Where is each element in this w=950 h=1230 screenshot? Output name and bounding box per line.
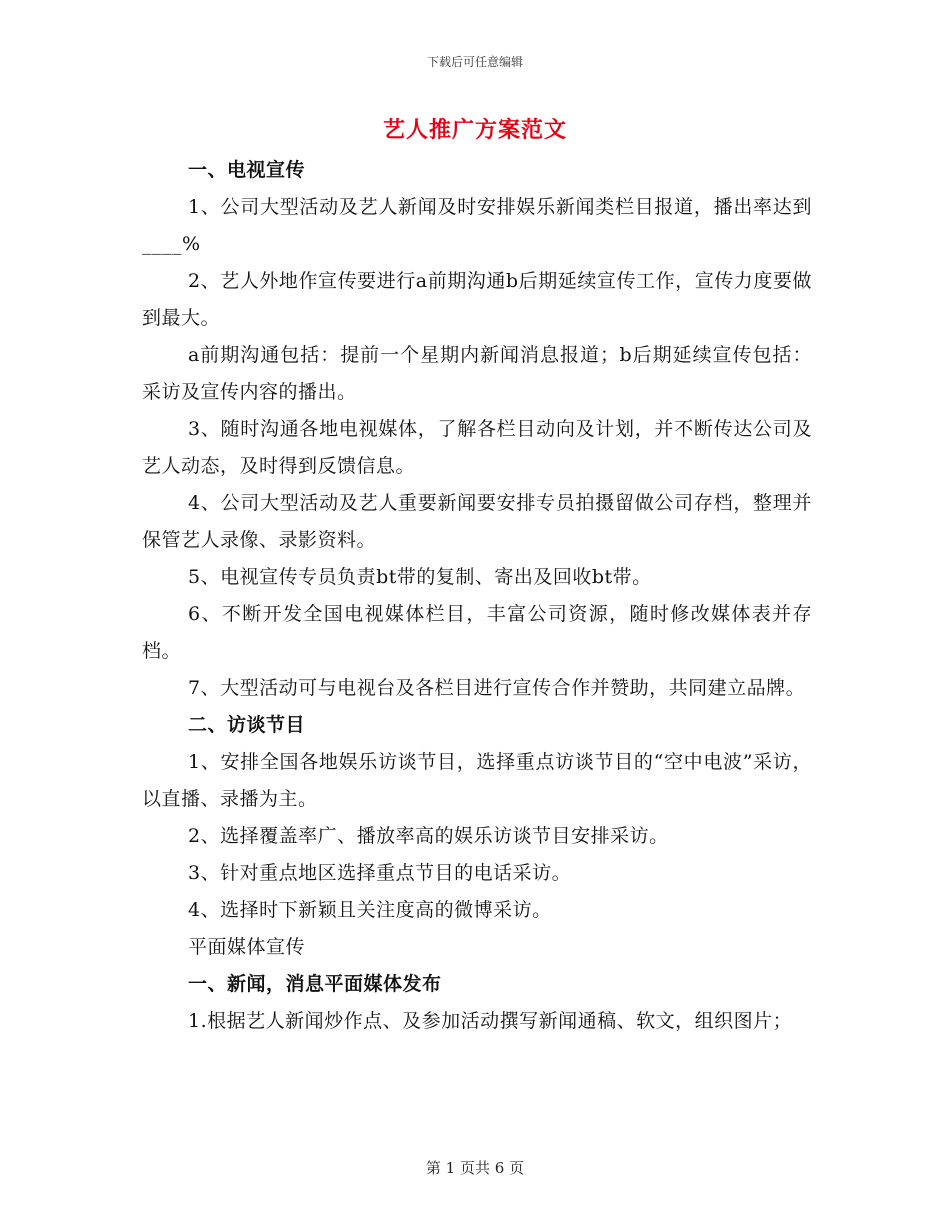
subsection-label-print-media: 平面媒体宣传 [188, 936, 306, 958]
document-body [142, 152, 812, 1040]
section-heading-interview: 二、访谈节目 [188, 714, 306, 736]
paragraph: 4、公司大型活动及艺人重要新闻要安排专员拍摄留做公司存档，整理并保管艺人录像、录影资料。 [142, 492, 812, 551]
page-header: 下载后可任意编辑 [426, 55, 523, 69]
paragraph: a前期沟通包括：提前一个星期内新闻消息报道；b后期延续宣传包括：采访及宣传内容的播出。 [142, 344, 812, 403]
paragraph: 1、安排全国各地娱乐访谈节目，选择重点访谈节目的“空中电波”采访，以直播、录播为主。 [142, 751, 812, 810]
paragraph: 1、公司大型活动及艺人新闻及时安排娱乐新闻类栏目报道，播出率达到____% [142, 196, 812, 255]
paragraph: 6、不断开发全国电视媒体栏目，丰富公司资源，随时修改媒体表并存档。 [142, 603, 812, 662]
paragraph: 1.根据艺人新闻炒作点、及参加活动撰写新闻通稿、软文，组织图片； [188, 1010, 793, 1032]
paragraph: 2、艺人外地作宣传要进行a前期沟通b后期延续宣传工作，宣传力度要做到最大。 [142, 270, 812, 329]
paragraph: 7、大型活动可与电视台及各栏目进行宣传合作并赞助，共同建立品牌。 [188, 677, 806, 699]
paragraph: 5、电视宣传专员负责bt带的复制、寄出及回收bt带。 [188, 566, 652, 588]
paragraph: 3、随时沟通各地电视媒体，了解各栏目动向及计划，并不断传达公司及艺人动态，及时得到反馈信息。 [142, 418, 812, 477]
document-title: 艺人推广方案范文 [382, 117, 567, 143]
section-heading-tv: 一、电视宣传 [188, 159, 306, 181]
paragraph: 4、选择时下新颖且关注度高的微博采访。 [188, 899, 552, 921]
paragraph: 2、选择覆盖率广、播放率高的娱乐访谈节目安排采访。 [188, 825, 669, 847]
section-heading-news: 一、新闻，消息平面媒体发布 [188, 973, 442, 995]
page-footer: 第 1 页共 6 页 [425, 1159, 525, 1177]
paragraph: 3、针对重点地区选择重点节目的电话采访。 [188, 862, 572, 884]
